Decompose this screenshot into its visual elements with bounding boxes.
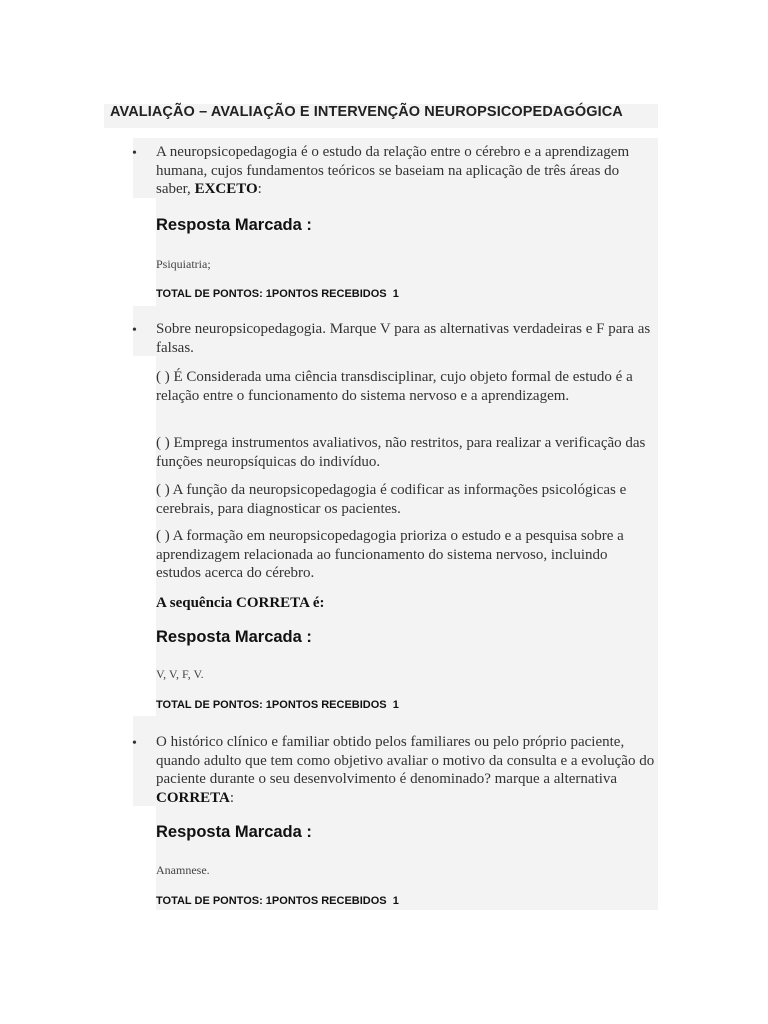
question-2-sequence-label: A sequência CORRETA é: — [156, 595, 325, 611]
question-1-emphasis: EXCETO — [194, 181, 258, 197]
answer-heading-2: Resposta Marcada : — [156, 628, 312, 646]
answer-heading-1: Resposta Marcada : — [156, 216, 312, 234]
question-1-text — [156, 143, 656, 199]
question-3-text-end: : — [229, 789, 235, 806]
question-2-option-2: ( ) Emprega instrumentos avaliativos, não restritos, para realizar a verificação das funções neuropsíquicas do indivíduo. — [156, 435, 646, 470]
question-3-text-start: O histórico clínico e familiar obtido pelos familiares ou pelo próprio paciente, quando adulto que tem como objetivo avaliar o motivo da consulta e a evolução do paciente durante o seu desenvolvimento é denominado? marque a alternativa — [156, 734, 655, 787]
answer-3: Anamnese. — [156, 863, 210, 877]
question-1-text-end: : — [257, 181, 262, 197]
question-3-text — [156, 733, 656, 807]
question-2-text: Sobre neuropsicopedagogia. Marque V para as alternativas verdadeiras e F para as falsas. — [156, 321, 651, 356]
answer-heading-3: Resposta Marcada : — [156, 823, 312, 841]
question-2-option-1: ( ) É Considerada uma ciência transdisciplinar, cujo objeto formal de estudo é a relação entre o funcionamento do sistema nervoso e a aprendizagem. — [156, 369, 633, 404]
answer-2: V, V, F, V. — [156, 667, 204, 681]
question-3-emphasis: CORRETA — [156, 789, 230, 806]
answer-1: Psiquiatria; — [156, 257, 211, 271]
score-line-1: TOTAL DE PONTOS: 1PONTOS RECEBIDOS 1 — [156, 288, 399, 300]
question-1-text-start: A neuropsicopedagogia é o estudo da relação entre o cérebro e a aprendizagem humana, cujos fundamentos teóricos se baseiam na aplicação de três áreas do saber, — [156, 144, 630, 197]
question-2-option-3: ( ) A função da neuropsicopedagogia é codificar as informações psicológicas e cerebrais, para diagnosticar os pacientes. — [156, 482, 627, 517]
bullet-3: • — [132, 736, 137, 751]
score-line-3: TOTAL DE PONTOS: 1PONTOS RECEBIDOS 1 — [156, 895, 399, 907]
page-title: AVALIAÇÃO – AVALIAÇÃO E INTERVENÇÃO NEUROPSICOPEDAGÓGICA — [110, 104, 623, 120]
question-2-option-4: ( ) A formação em neuropsicopedagogia prioriza o estudo e a pesquisa sobre a aprendizagem relacionada ao funcionamento do sistema nervoso, incluindo estudos acerca do cérebro. — [156, 528, 624, 581]
bullet-1: • — [132, 146, 137, 161]
bullet-2: • — [132, 323, 137, 338]
score-line-2: TOTAL DE PONTOS: 1PONTOS RECEBIDOS 1 — [156, 699, 399, 711]
